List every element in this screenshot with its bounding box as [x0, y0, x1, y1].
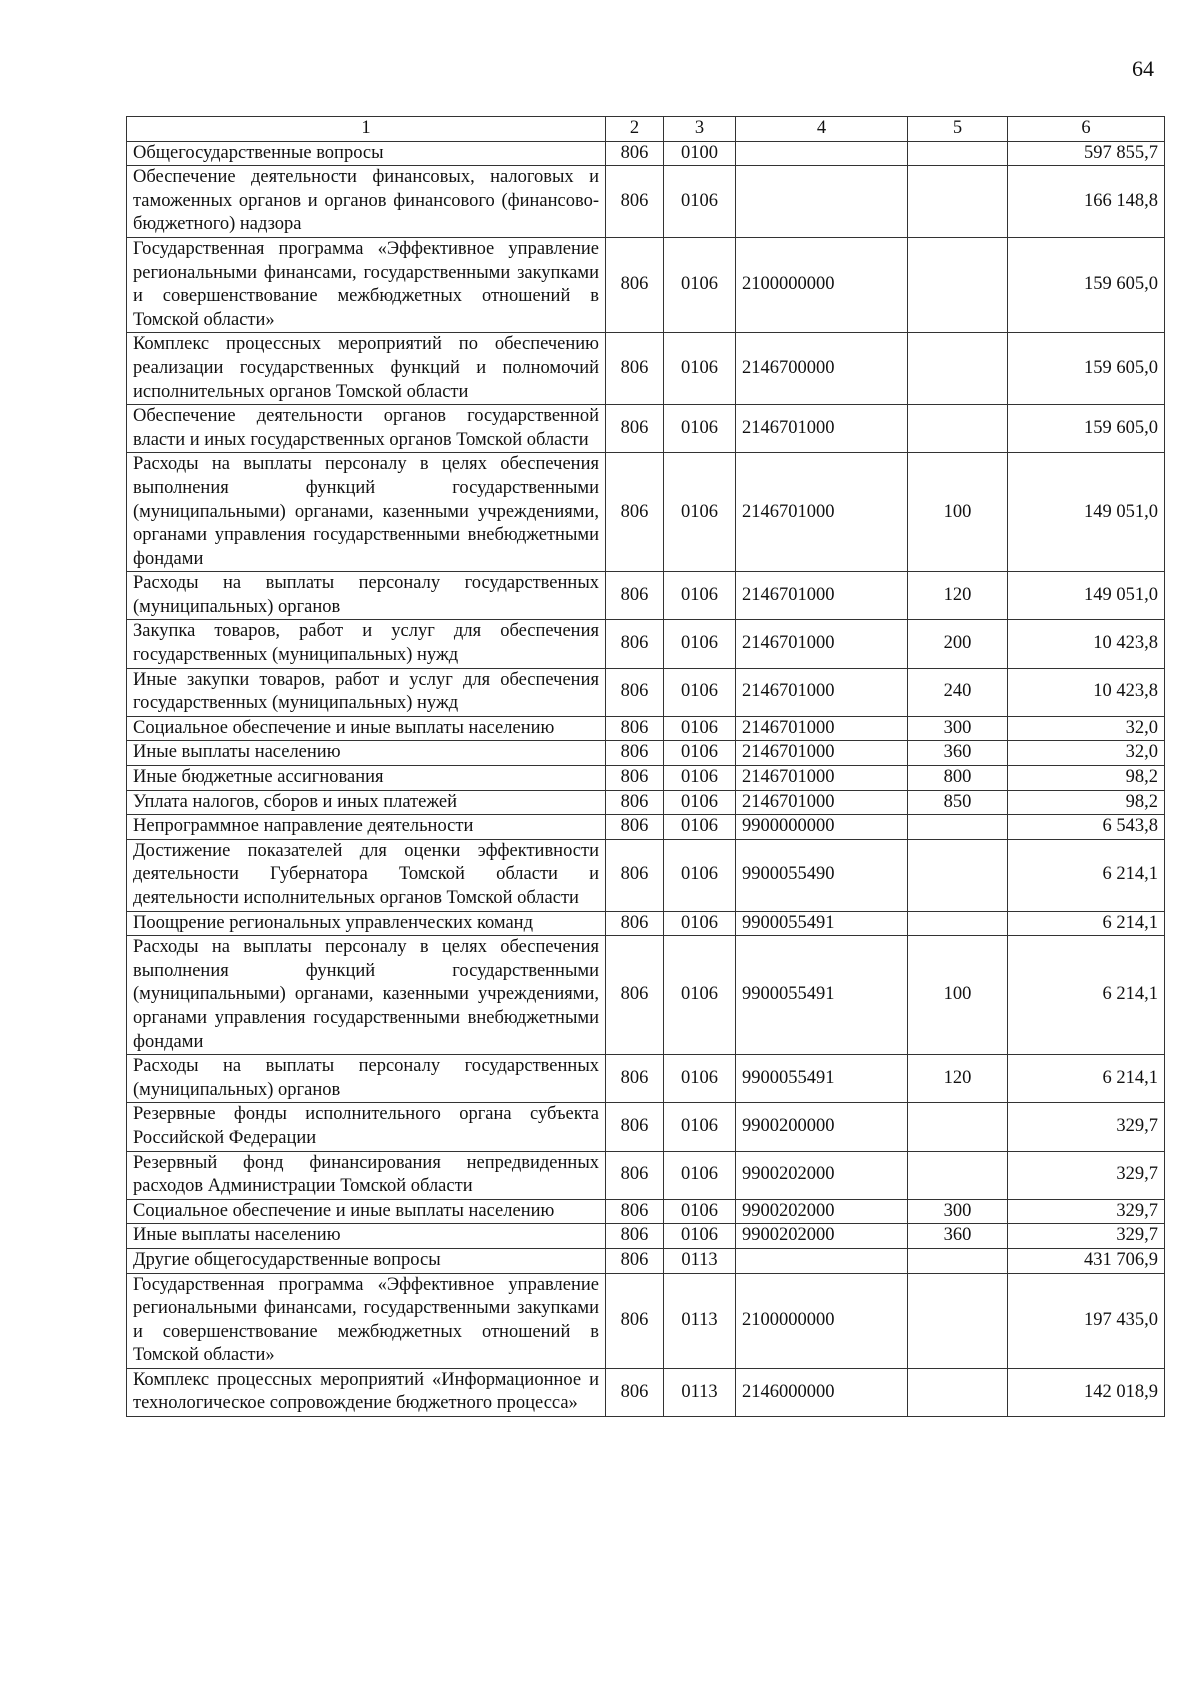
amount-cell: 329,7: [1008, 1151, 1165, 1199]
expense-type-code-cell: [908, 839, 1008, 911]
table-row: [127, 1224, 1165, 1249]
ministry-code-cell: 806: [606, 237, 664, 332]
item-name-cell: Резервный фонд финансирования непредвиденных расходов Администрации Томской области: [127, 1151, 606, 1199]
item-name-cell: Иные бюджетные ассигнования: [127, 766, 606, 791]
item-name-cell: Социальное обеспечение и иные выплаты населению: [127, 1199, 606, 1224]
target-article-code-cell: 9900055491: [736, 936, 908, 1055]
target-article-code-cell: 2146701000: [736, 572, 908, 620]
target-article-code-cell: 9900055491: [736, 1055, 908, 1103]
expense-type-code-cell: 360: [908, 741, 1008, 766]
item-name-cell: Обеспечение деятельности органов государственной власти и иных государственных органов Томской области: [127, 405, 606, 453]
amount-cell: 149 051,0: [1008, 453, 1165, 572]
section-code-cell: 0106: [664, 815, 736, 840]
target-article-code-cell: 9900000000: [736, 815, 908, 840]
expense-type-code-cell: 360: [908, 1224, 1008, 1249]
amount-cell: 32,0: [1008, 741, 1165, 766]
item-name-cell: Непрограммное направление деятельности: [127, 815, 606, 840]
item-name-cell: Комплекс процессных мероприятий по обеспечению реализации государственных функций и полномочий исполнительных органов Томской области: [127, 333, 606, 405]
target-article-code-cell: [736, 141, 908, 166]
ministry-code-cell: 806: [606, 620, 664, 668]
target-article-code-cell: 2146700000: [736, 333, 908, 405]
section-code-cell: 0106: [664, 1055, 736, 1103]
target-article-code-cell: 9900055491: [736, 911, 908, 936]
ministry-code-cell: 806: [606, 405, 664, 453]
target-article-code-cell: 2100000000: [736, 1273, 908, 1368]
section-code-cell: 0106: [664, 405, 736, 453]
column-header-6: 6: [1008, 117, 1165, 142]
section-code-cell: 0106: [664, 1224, 736, 1249]
table-row: [127, 1368, 1165, 1416]
section-code-cell: 0106: [664, 911, 736, 936]
section-code-cell: 0106: [664, 741, 736, 766]
table-body: [127, 141, 1165, 1416]
ministry-code-cell: 806: [606, 572, 664, 620]
item-name-cell: Иные выплаты населению: [127, 1224, 606, 1249]
expense-type-code-cell: 850: [908, 790, 1008, 815]
ministry-code-cell: 806: [606, 333, 664, 405]
ministry-code-cell: 806: [606, 936, 664, 1055]
section-code-cell: 0106: [664, 839, 736, 911]
ministry-code-cell: 806: [606, 166, 664, 238]
target-article-code-cell: 2146701000: [736, 405, 908, 453]
target-article-code-cell: 2146701000: [736, 620, 908, 668]
expense-type-code-cell: 300: [908, 716, 1008, 741]
ministry-code-cell: 806: [606, 766, 664, 791]
amount-cell: 166 148,8: [1008, 166, 1165, 238]
ministry-code-cell: 806: [606, 1055, 664, 1103]
table-row: [127, 716, 1165, 741]
item-name-cell: Комплекс процессных мероприятий «Информационное и технологическое сопровождение бюджетного процесса»: [127, 1368, 606, 1416]
amount-cell: 10 423,8: [1008, 668, 1165, 716]
target-article-code-cell: 9900202000: [736, 1199, 908, 1224]
target-article-code-cell: 9900055490: [736, 839, 908, 911]
table-row: [127, 141, 1165, 166]
expense-type-code-cell: [908, 1103, 1008, 1151]
amount-cell: 431 706,9: [1008, 1248, 1165, 1273]
target-article-code-cell: 9900202000: [736, 1224, 908, 1249]
amount-cell: 159 605,0: [1008, 237, 1165, 332]
item-name-cell: Иные закупки товаров, работ и услуг для обеспечения государственных (муниципальных) нужд: [127, 668, 606, 716]
table-row: [127, 1248, 1165, 1273]
target-article-code-cell: [736, 1248, 908, 1273]
item-name-cell: Закупка товаров, работ и услуг для обеспечения государственных (муниципальных) нужд: [127, 620, 606, 668]
expense-type-code-cell: 120: [908, 1055, 1008, 1103]
ministry-code-cell: 806: [606, 716, 664, 741]
ministry-code-cell: 806: [606, 141, 664, 166]
column-header-5: 5: [908, 117, 1008, 142]
table-row: [127, 911, 1165, 936]
amount-cell: 98,2: [1008, 790, 1165, 815]
ministry-code-cell: 806: [606, 790, 664, 815]
ministry-code-cell: 806: [606, 1248, 664, 1273]
amount-cell: 597 855,7: [1008, 141, 1165, 166]
expense-type-code-cell: 100: [908, 936, 1008, 1055]
expense-type-code-cell: 120: [908, 572, 1008, 620]
table-row: [127, 668, 1165, 716]
ministry-code-cell: 806: [606, 1199, 664, 1224]
table-row: [127, 405, 1165, 453]
expense-type-code-cell: [908, 405, 1008, 453]
item-name-cell: Обеспечение деятельности финансовых, налоговых и таможенных органов и органов финансового (финансово-бюджетного) надзора: [127, 166, 606, 238]
item-name-cell: Поощрение региональных управленческих команд: [127, 911, 606, 936]
ministry-code-cell: 806: [606, 1151, 664, 1199]
expense-type-code-cell: [908, 1248, 1008, 1273]
target-article-code-cell: 2146701000: [736, 716, 908, 741]
section-code-cell: 0106: [664, 790, 736, 815]
target-article-code-cell: 9900200000: [736, 1103, 908, 1151]
section-code-cell: 0106: [664, 936, 736, 1055]
expense-type-code-cell: [908, 333, 1008, 405]
table-row: [127, 237, 1165, 332]
table-row: [127, 766, 1165, 791]
table-row: [127, 453, 1165, 572]
section-code-cell: 0106: [664, 668, 736, 716]
expense-type-code-cell: [908, 237, 1008, 332]
ministry-code-cell: 806: [606, 1368, 664, 1416]
amount-cell: 197 435,0: [1008, 1273, 1165, 1368]
section-code-cell: 0106: [664, 237, 736, 332]
item-name-cell: Расходы на выплаты персоналу государственных (муниципальных) органов: [127, 1055, 606, 1103]
amount-cell: 142 018,9: [1008, 1368, 1165, 1416]
expense-type-code-cell: [908, 166, 1008, 238]
amount-cell: 329,7: [1008, 1224, 1165, 1249]
expense-type-code-cell: 200: [908, 620, 1008, 668]
target-article-code-cell: 2146701000: [736, 453, 908, 572]
table-row: [127, 790, 1165, 815]
amount-cell: 6 214,1: [1008, 1055, 1165, 1103]
ministry-code-cell: 806: [606, 1273, 664, 1368]
table-row: [127, 1055, 1165, 1103]
amount-cell: 6 543,8: [1008, 815, 1165, 840]
budget-table: [126, 116, 1165, 1417]
target-article-code-cell: 9900202000: [736, 1151, 908, 1199]
expense-type-code-cell: [908, 141, 1008, 166]
section-code-cell: 0100: [664, 141, 736, 166]
target-article-code-cell: 2146701000: [736, 790, 908, 815]
page-number: 64: [1132, 56, 1154, 81]
table-row: [127, 572, 1165, 620]
ministry-code-cell: 806: [606, 815, 664, 840]
section-code-cell: 0106: [664, 766, 736, 791]
expense-type-code-cell: [908, 815, 1008, 840]
table-row: [127, 166, 1165, 238]
table-row: [127, 1273, 1165, 1368]
item-name-cell: Другие общегосударственные вопросы: [127, 1248, 606, 1273]
expense-type-code-cell: [908, 1368, 1008, 1416]
table-row: [127, 815, 1165, 840]
expense-type-code-cell: 800: [908, 766, 1008, 791]
section-code-cell: 0106: [664, 716, 736, 741]
target-article-code-cell: [736, 166, 908, 238]
table-row: [127, 1103, 1165, 1151]
ministry-code-cell: 806: [606, 668, 664, 716]
table-row: [127, 839, 1165, 911]
section-code-cell: 0113: [664, 1248, 736, 1273]
table-row: [127, 936, 1165, 1055]
target-article-code-cell: 2146000000: [736, 1368, 908, 1416]
section-code-cell: 0113: [664, 1273, 736, 1368]
amount-cell: 6 214,1: [1008, 839, 1165, 911]
ministry-code-cell: 806: [606, 453, 664, 572]
amount-cell: 6 214,1: [1008, 936, 1165, 1055]
expense-type-code-cell: 240: [908, 668, 1008, 716]
amount-cell: 10 423,8: [1008, 620, 1165, 668]
column-header-3: 3: [664, 117, 736, 142]
section-code-cell: 0113: [664, 1368, 736, 1416]
item-name-cell: Расходы на выплаты персоналу в целях обеспечения выполнения функций государственными (муниципальными) органами, казенными учреждениями, органами управления государственными внебюджетными фондами: [127, 936, 606, 1055]
expense-type-code-cell: [908, 1151, 1008, 1199]
column-header-4: 4: [736, 117, 908, 142]
expense-type-code-cell: 300: [908, 1199, 1008, 1224]
target-article-code-cell: 2100000000: [736, 237, 908, 332]
amount-cell: 6 214,1: [1008, 911, 1165, 936]
item-name-cell: Расходы на выплаты персоналу государственных (муниципальных) органов: [127, 572, 606, 620]
item-name-cell: Расходы на выплаты персоналу в целях обеспечения выполнения функций государственными (муниципальными) органами, казенными учреждениями, органами управления государственными внебюджетными фондами: [127, 453, 606, 572]
amount-cell: 159 605,0: [1008, 333, 1165, 405]
ministry-code-cell: 806: [606, 839, 664, 911]
item-name-cell: Общегосударственные вопросы: [127, 141, 606, 166]
item-name-cell: Достижение показателей для оценки эффективности деятельности Губернатора Томской области и деятельности исполнительных органов Томской области: [127, 839, 606, 911]
section-code-cell: 0106: [664, 1199, 736, 1224]
ministry-code-cell: 806: [606, 741, 664, 766]
target-article-code-cell: 2146701000: [736, 668, 908, 716]
item-name-cell: Резервные фонды исполнительного органа субъекта Российской Федерации: [127, 1103, 606, 1151]
item-name-cell: Иные выплаты населению: [127, 741, 606, 766]
item-name-cell: Государственная программа «Эффективное управление региональными финансами, государственными закупками и совершенствование межбюджетных отношений в Томской области»: [127, 1273, 606, 1368]
table-row: [127, 620, 1165, 668]
expense-type-code-cell: [908, 911, 1008, 936]
amount-cell: 329,7: [1008, 1103, 1165, 1151]
table-row: [127, 741, 1165, 766]
item-name-cell: Государственная программа «Эффективное управление региональными финансами, государственными закупками и совершенствование межбюджетных отношений в Томской области»: [127, 237, 606, 332]
amount-cell: 32,0: [1008, 716, 1165, 741]
ministry-code-cell: 806: [606, 911, 664, 936]
expense-type-code-cell: [908, 1273, 1008, 1368]
table-row: [127, 1199, 1165, 1224]
section-code-cell: 0106: [664, 1151, 736, 1199]
table-header-row: [127, 117, 1165, 142]
expense-type-code-cell: 100: [908, 453, 1008, 572]
target-article-code-cell: 2146701000: [736, 766, 908, 791]
section-code-cell: 0106: [664, 1103, 736, 1151]
amount-cell: 149 051,0: [1008, 572, 1165, 620]
column-header-2: 2: [606, 117, 664, 142]
ministry-code-cell: 806: [606, 1224, 664, 1249]
item-name-cell: Социальное обеспечение и иные выплаты населению: [127, 716, 606, 741]
table-row: [127, 333, 1165, 405]
section-code-cell: 0106: [664, 572, 736, 620]
section-code-cell: 0106: [664, 166, 736, 238]
amount-cell: 159 605,0: [1008, 405, 1165, 453]
section-code-cell: 0106: [664, 453, 736, 572]
table-row: [127, 1151, 1165, 1199]
section-code-cell: 0106: [664, 620, 736, 668]
column-header-1: 1: [127, 117, 606, 142]
amount-cell: 329,7: [1008, 1199, 1165, 1224]
target-article-code-cell: 2146701000: [736, 741, 908, 766]
item-name-cell: Уплата налогов, сборов и иных платежей: [127, 790, 606, 815]
section-code-cell: 0106: [664, 333, 736, 405]
ministry-code-cell: 806: [606, 1103, 664, 1151]
amount-cell: 98,2: [1008, 766, 1165, 791]
